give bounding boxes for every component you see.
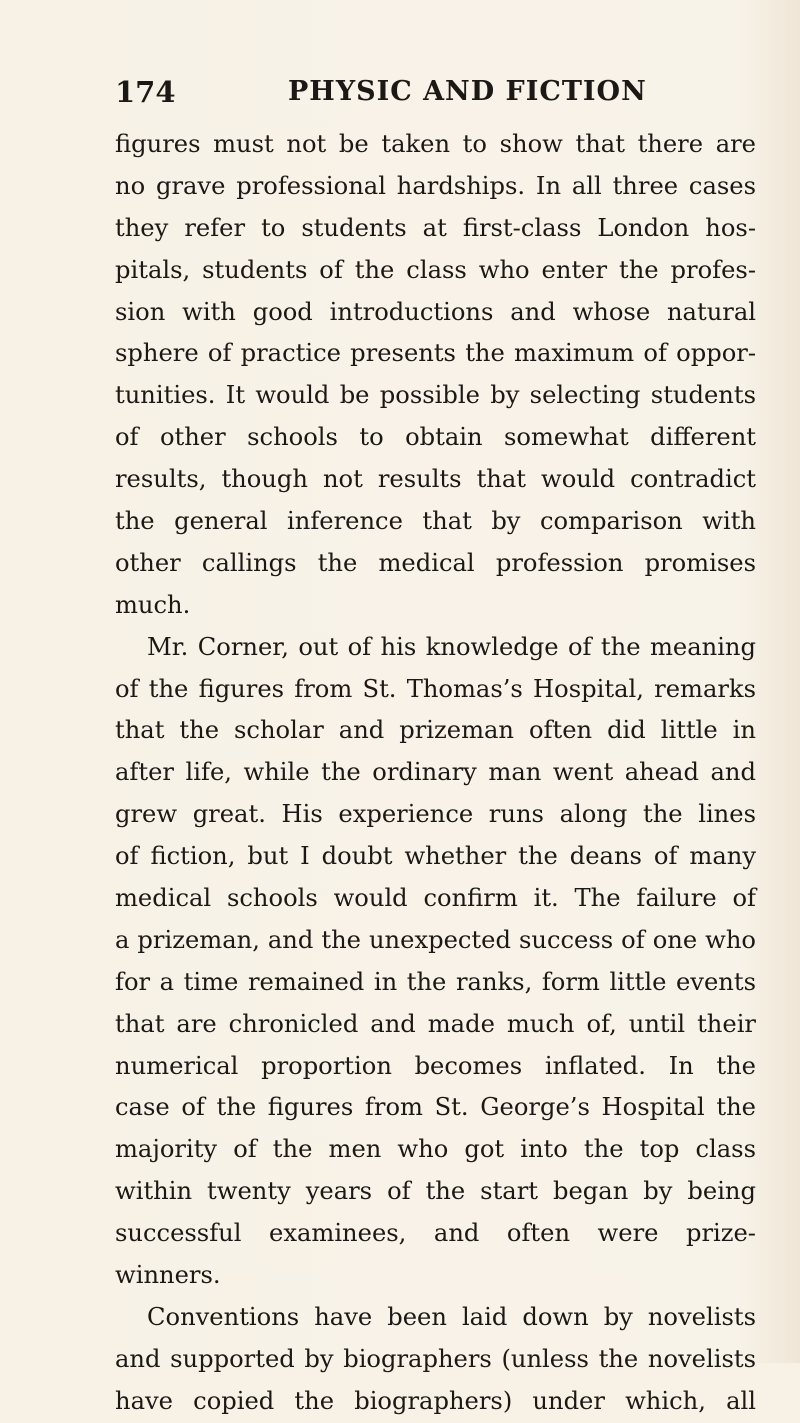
text-line: no grave professional hardships. In all three cases <box>115 171 756 200</box>
text-line: medical schools would confirm it. The failure of <box>115 884 756 913</box>
text-line: that the scholar and prizeman often did little in <box>115 716 756 745</box>
text-line: much. <box>115 590 191 619</box>
text-line: of fiction, but I doubt whether the deans of many <box>115 842 756 871</box>
text-line: sion with good introductions and whose natural <box>115 297 756 326</box>
paragraph-first-line: Conventions have been laid down by novelists <box>147 1302 756 1331</box>
text-line: tunities. It would be possible by selecting students <box>115 381 756 410</box>
text-line: results, though not results that would contradict <box>115 465 756 494</box>
text-line: for a time remained in the ranks, form little events <box>115 967 756 996</box>
text-line: that are chronicled and made much of, until their <box>115 1009 756 1038</box>
text-line: of the figures from St. Thomas’s Hospital, remarks <box>115 674 756 703</box>
text-line: winners. <box>115 1261 221 1290</box>
body-text <box>115 124 756 1423</box>
text-line: a prizeman, and the unexpected success of one who <box>115 925 756 954</box>
text-line: have copied the biographers) under which, all <box>115 1386 756 1415</box>
page-header <box>115 72 740 112</box>
text-line: sphere of practice presents the maximum of oppor- <box>115 339 756 368</box>
text-line: numerical proportion becomes inflated. In the <box>115 1051 756 1080</box>
page-number: 174 <box>115 75 176 109</box>
text-line: of other schools to obtain somewhat different <box>115 423 756 452</box>
text-line: they refer to students at first-class London hos- <box>115 213 756 242</box>
running-head: PHYSIC AND FICTION <box>288 76 647 107</box>
text-line: figures must not be taken to show that there are <box>115 130 756 158</box>
text-line: and supported by biographers (unless the novelists <box>115 1344 756 1373</box>
text-line: case of the figures from St. George’s Hospital the <box>115 1093 756 1122</box>
text-line: grew great. His experience runs along the lines <box>115 800 756 829</box>
text-line: majority of the men who got into the top class <box>115 1135 756 1164</box>
text-line: after life, while the ordinary man went ahead and <box>115 758 756 787</box>
text-line: other callings the medical profession promises <box>115 548 756 577</box>
text-line: the general inference that by comparison with <box>115 507 756 536</box>
text-line: pitals, students of the class who enter the profes- <box>115 255 756 284</box>
text-line: successful examinees, and often were prize- <box>115 1219 756 1248</box>
paragraph-first-line: Mr. Corner, out of his knowledge of the meaning <box>147 632 756 661</box>
text-line: within twenty years of the start began by being <box>115 1177 756 1206</box>
